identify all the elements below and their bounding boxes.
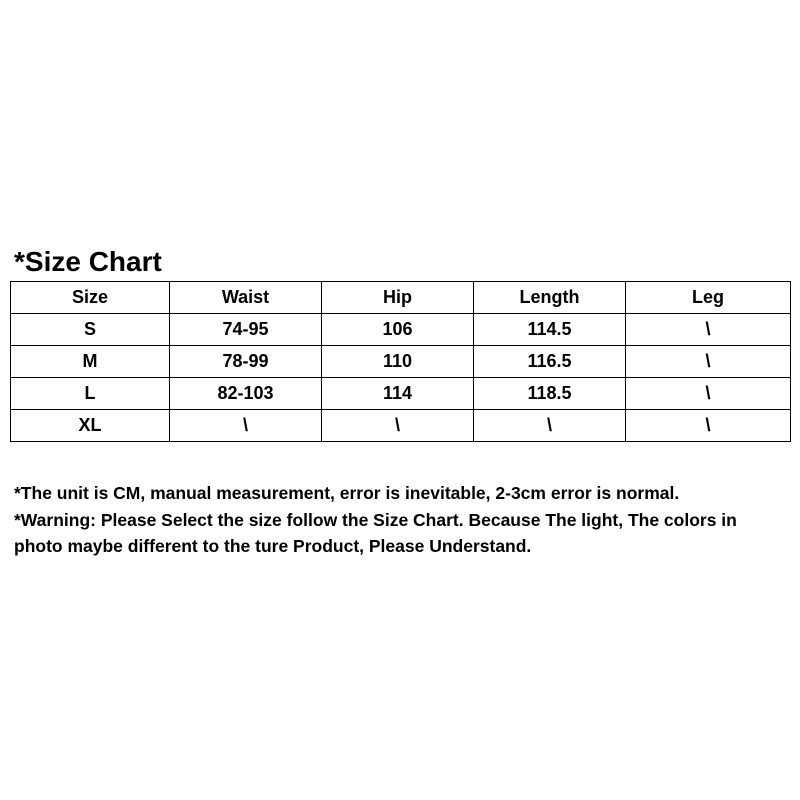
table-header-row bbox=[11, 282, 791, 314]
cell-leg: \ bbox=[626, 346, 791, 378]
header-waist: Waist bbox=[170, 282, 322, 314]
unit-note: *The unit is CM, manual measurement, error is inevitable, 2-3cm error is normal. bbox=[14, 483, 680, 503]
cell-length: 116.5 bbox=[474, 346, 626, 378]
cell-leg: \ bbox=[626, 314, 791, 346]
table-row bbox=[11, 314, 791, 346]
cell-leg: \ bbox=[626, 378, 791, 410]
cell-waist: \ bbox=[170, 410, 322, 442]
cell-hip: 106 bbox=[322, 314, 474, 346]
table-row bbox=[11, 378, 791, 410]
cell-size: L bbox=[11, 378, 170, 410]
cell-size: XL bbox=[11, 410, 170, 442]
cell-hip: \ bbox=[322, 410, 474, 442]
warning-note: *Warning: Please Select the size follow the Size Chart. Because The light, The colors in photo maybe different to the ture Product, Please Understand. bbox=[14, 509, 737, 556]
page-title: *Size Chart bbox=[14, 246, 162, 277]
cell-waist: 82-103 bbox=[170, 378, 322, 410]
cell-hip: 114 bbox=[322, 378, 474, 410]
header-length: Length bbox=[474, 282, 626, 314]
cell-size: M bbox=[11, 346, 170, 378]
table-row bbox=[11, 410, 791, 442]
cell-waist: 74-95 bbox=[170, 314, 322, 346]
header-leg: Leg bbox=[626, 282, 791, 314]
cell-length: 118.5 bbox=[474, 378, 626, 410]
cell-leg: \ bbox=[626, 410, 791, 442]
notes-block bbox=[14, 480, 790, 560]
header-size: Size bbox=[11, 282, 170, 314]
size-chart-table bbox=[10, 281, 791, 442]
cell-size: S bbox=[11, 314, 170, 346]
cell-length: 114.5 bbox=[474, 314, 626, 346]
cell-waist: 78-99 bbox=[170, 346, 322, 378]
table-row bbox=[11, 346, 791, 378]
header-hip: Hip bbox=[322, 282, 474, 314]
cell-length: \ bbox=[474, 410, 626, 442]
cell-hip: 110 bbox=[322, 346, 474, 378]
